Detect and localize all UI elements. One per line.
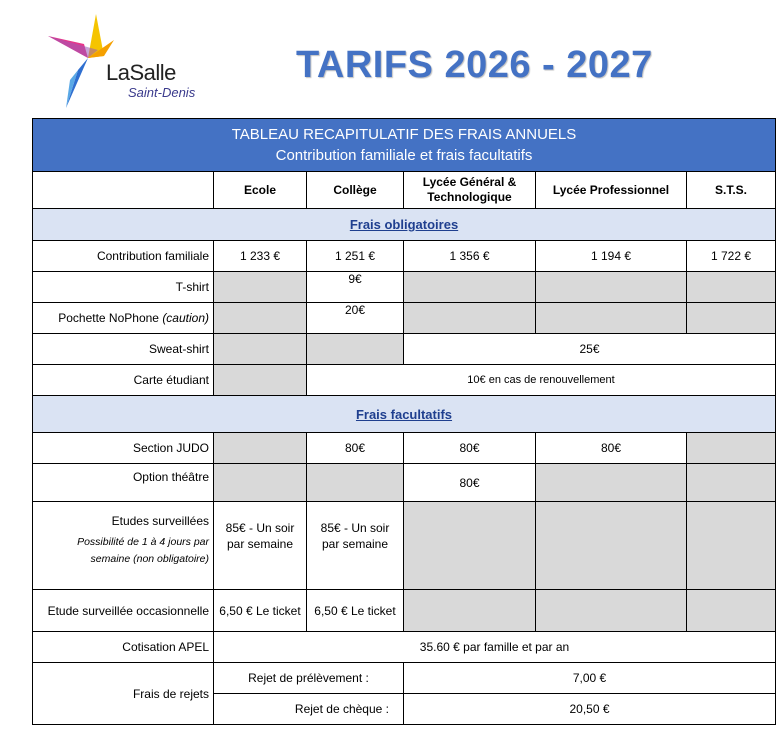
- section-title: Frais facultatifs: [355, 406, 453, 422]
- row-label: [33, 502, 214, 590]
- logo-subtitle: Saint-Denis: [128, 85, 196, 100]
- empty-cell: [214, 464, 307, 502]
- column-header-row: [33, 172, 776, 209]
- row-label-text: Pochette NoPhone: [58, 311, 159, 325]
- empty-cell: [214, 334, 307, 365]
- fees-table: [32, 118, 776, 725]
- empty-cell: [687, 272, 776, 303]
- table-row: [33, 464, 776, 502]
- empty-cell: [687, 433, 776, 464]
- row-label: Section JUDO: [33, 433, 214, 464]
- empty-cell: [307, 334, 404, 365]
- table-cell: 25€: [404, 334, 776, 365]
- table-row: [33, 632, 776, 663]
- column-header-empty: [33, 172, 214, 209]
- table-cell: 80€: [404, 433, 536, 464]
- table-cell: 1 722 €: [687, 241, 776, 272]
- row-label: [33, 303, 214, 334]
- row-label: Sweat-shirt: [33, 334, 214, 365]
- table-row: [33, 663, 776, 694]
- empty-cell: [536, 272, 687, 303]
- lasalle-logo: [44, 10, 214, 110]
- table-row: [33, 433, 776, 464]
- empty-cell: [536, 590, 687, 632]
- table-cell: Rejet de prélèvement :: [214, 663, 404, 694]
- table-banner: [33, 119, 776, 172]
- row-label: T-shirt: [33, 272, 214, 303]
- empty-cell: [687, 590, 776, 632]
- column-header-sts: S.T.S.: [687, 172, 776, 209]
- empty-cell: [404, 272, 536, 303]
- row-label: Frais de rejets: [33, 663, 214, 725]
- empty-cell: [404, 303, 536, 334]
- table-cell: 20€: [307, 303, 404, 334]
- row-label-note: Possibilité de 1 à 4 jours par semaine (non obligatoire): [77, 536, 209, 565]
- empty-cell: [214, 272, 307, 303]
- empty-cell: [214, 433, 307, 464]
- column-header-ecole: Ecole: [214, 172, 307, 209]
- empty-cell: [404, 590, 536, 632]
- empty-cell: [536, 502, 687, 590]
- column-header-college: Collège: [307, 172, 404, 209]
- empty-cell: [404, 502, 536, 590]
- banner-subtitle: Contribution familiale et frais facultatifs: [275, 147, 533, 164]
- table-cell: 1 356 €: [404, 241, 536, 272]
- table-cell: Rejet de chèque :: [214, 694, 404, 725]
- page-title: TARIFS 2026 - 2027: [296, 44, 653, 86]
- row-label: Contribution familiale: [33, 241, 214, 272]
- table-cell: 20,50 €: [404, 694, 776, 725]
- row-label: Cotisation APEL: [33, 632, 214, 663]
- section-row-facultatifs: [33, 396, 776, 433]
- table-row: [33, 502, 776, 590]
- table-cell: 1 251 €: [307, 241, 404, 272]
- table-cell: 35.60 € par famille et par an: [214, 632, 776, 663]
- row-label: Etude surveillée occasionnelle: [33, 590, 214, 632]
- table-cell: 7,00 €: [404, 663, 776, 694]
- table-cell: 6,50 € Le ticket: [214, 590, 307, 632]
- table-cell: 1 233 €: [214, 241, 307, 272]
- table-row: [33, 334, 776, 365]
- row-label: Option théâtre: [33, 464, 214, 502]
- table-cell: 85€ - Un soir par semaine: [307, 502, 404, 590]
- empty-cell: [687, 303, 776, 334]
- empty-cell: [687, 502, 776, 590]
- empty-cell: [214, 303, 307, 334]
- empty-cell: [536, 303, 687, 334]
- table-cell: 1 194 €: [536, 241, 687, 272]
- table-cell: 85€ - Un soir par semaine: [214, 502, 307, 590]
- table-cell: 80€: [307, 433, 404, 464]
- row-label: Carte étudiant: [33, 365, 214, 396]
- table-row: [33, 303, 776, 334]
- column-header-lgt: Lycée Général & Technologique: [404, 172, 536, 209]
- row-label-note: (caution): [162, 311, 209, 325]
- table-cell: 9€: [307, 272, 404, 303]
- table-row: [33, 241, 776, 272]
- table-cell: 80€: [536, 433, 687, 464]
- table-row: [33, 365, 776, 396]
- section-row-obligatoires: [33, 209, 776, 241]
- table-row: [33, 590, 776, 632]
- section-title: Frais obligatoires: [349, 217, 459, 232]
- row-label-text: Etudes surveillées: [111, 514, 209, 528]
- empty-cell: [687, 464, 776, 502]
- table-cell: 80€: [404, 464, 536, 502]
- table-cell: 10€ en cas de renouvellement: [307, 365, 776, 396]
- empty-cell: [214, 365, 307, 396]
- table-cell: 6,50 € Le ticket: [307, 590, 404, 632]
- logo-name: LaSalle: [106, 60, 176, 85]
- empty-cell: [307, 464, 404, 502]
- banner-title: TABLEAU RECAPITULATIF DES FRAIS ANNUELS: [231, 126, 577, 143]
- table-row: [33, 272, 776, 303]
- column-header-lp: Lycée Professionnel: [536, 172, 687, 209]
- empty-cell: [536, 464, 687, 502]
